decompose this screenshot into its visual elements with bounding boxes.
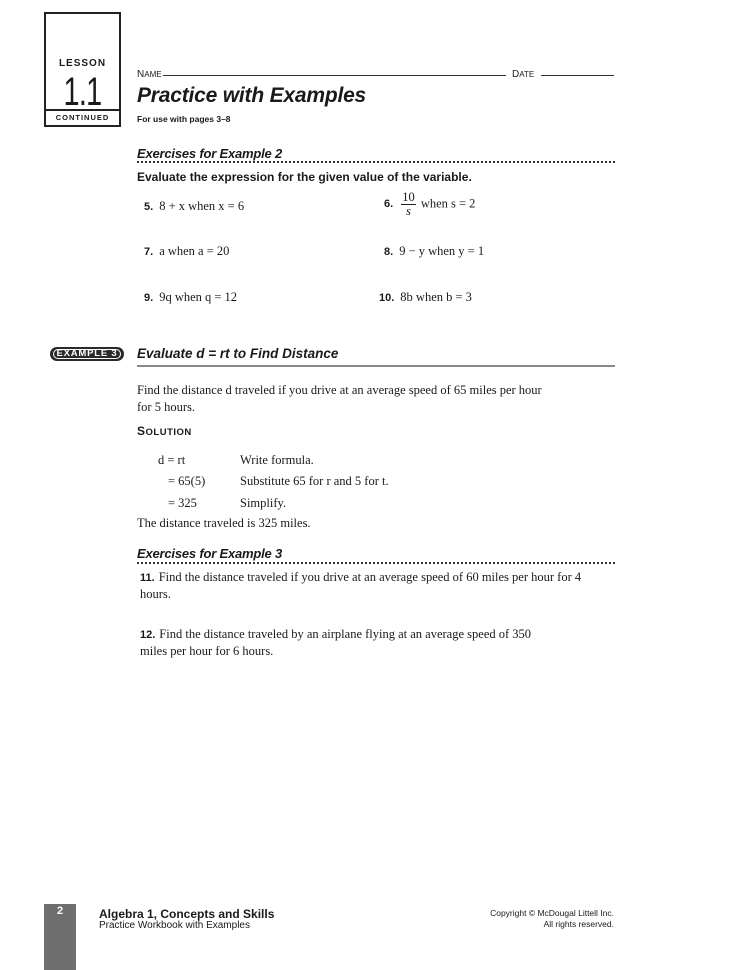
date-label: DATE xyxy=(512,69,535,80)
step-3-note: Simplify. xyxy=(240,496,287,510)
dotted-divider xyxy=(137,562,615,564)
instructions: Evaluate the expression for the given value of the variable. xyxy=(137,170,472,184)
exercise-9: 9. 9q when q = 12 xyxy=(144,290,238,304)
book-title: Algebra 1, Concepts and Skills xyxy=(99,907,275,921)
exercise-8: 8. 9 − y when y = 1 xyxy=(384,244,485,258)
use-with-note: For use with pages 3–8 xyxy=(137,114,231,124)
name-label: NAME xyxy=(137,69,162,80)
exercise-12: 12. Find the distance traveled by an airplane flying at an average speed of 350 miles per hour for 6 hours. xyxy=(140,627,532,658)
exercise-11: 11. Find the distance traveled if you drive at an average speed of 60 miles per hour for 4 hours. xyxy=(140,570,582,601)
dotted-divider xyxy=(137,161,615,163)
lesson-label: LESSON xyxy=(58,58,107,69)
fraction: $\frac{10}{s}$ xyxy=(402,190,415,218)
copyright: Copyright © McDougal Littell Inc. All rights reserved. xyxy=(490,908,614,929)
example-badge: EXAMPLE 3 xyxy=(50,347,124,361)
exercise-6: 6. $\frac{10}{s}$ when s = 2 xyxy=(384,190,476,218)
step-3-math: = 325 xyxy=(168,496,197,510)
lesson-number: 1.1 xyxy=(63,70,102,114)
step-1-note: Write formula. xyxy=(240,453,314,467)
exercise-7: 7. a when a = 20 xyxy=(144,244,230,258)
solution-label: SOLUTION xyxy=(137,424,192,438)
example3-title: Evaluate d = rt to Find Distance xyxy=(137,346,339,361)
example3-rule xyxy=(137,365,615,367)
name-field[interactable] xyxy=(163,75,506,76)
book-subtitle: Practice Workbook with Examples xyxy=(99,920,250,931)
step-2-note: Substitute 65 for r and 5 for t. xyxy=(240,474,389,488)
lesson-continued: CONTINUED xyxy=(46,109,119,125)
step-2-math: = 65(5) xyxy=(168,474,206,488)
date-field[interactable] xyxy=(541,75,614,76)
exercise-5: 5. 8 + x when x = 6 xyxy=(144,199,245,213)
lesson-box xyxy=(44,12,121,127)
exercises-example3-heading: Exercises for Example 3 xyxy=(137,546,282,561)
page-number: 2 xyxy=(56,905,64,917)
example3-conclusion: The distance traveled is 325 miles. xyxy=(137,516,311,530)
exercise-10: 10. 8b when b = 3 xyxy=(379,290,472,304)
page-title: Practice with Examples xyxy=(137,84,367,107)
step-1-math: d = rt xyxy=(158,453,186,467)
example3-problem: Find the distance d traveled if you drive at an average speed of 65 miles per hour for 5 hours. xyxy=(137,383,542,414)
exercises-example2-heading: Exercises for Example 2 xyxy=(137,146,282,161)
